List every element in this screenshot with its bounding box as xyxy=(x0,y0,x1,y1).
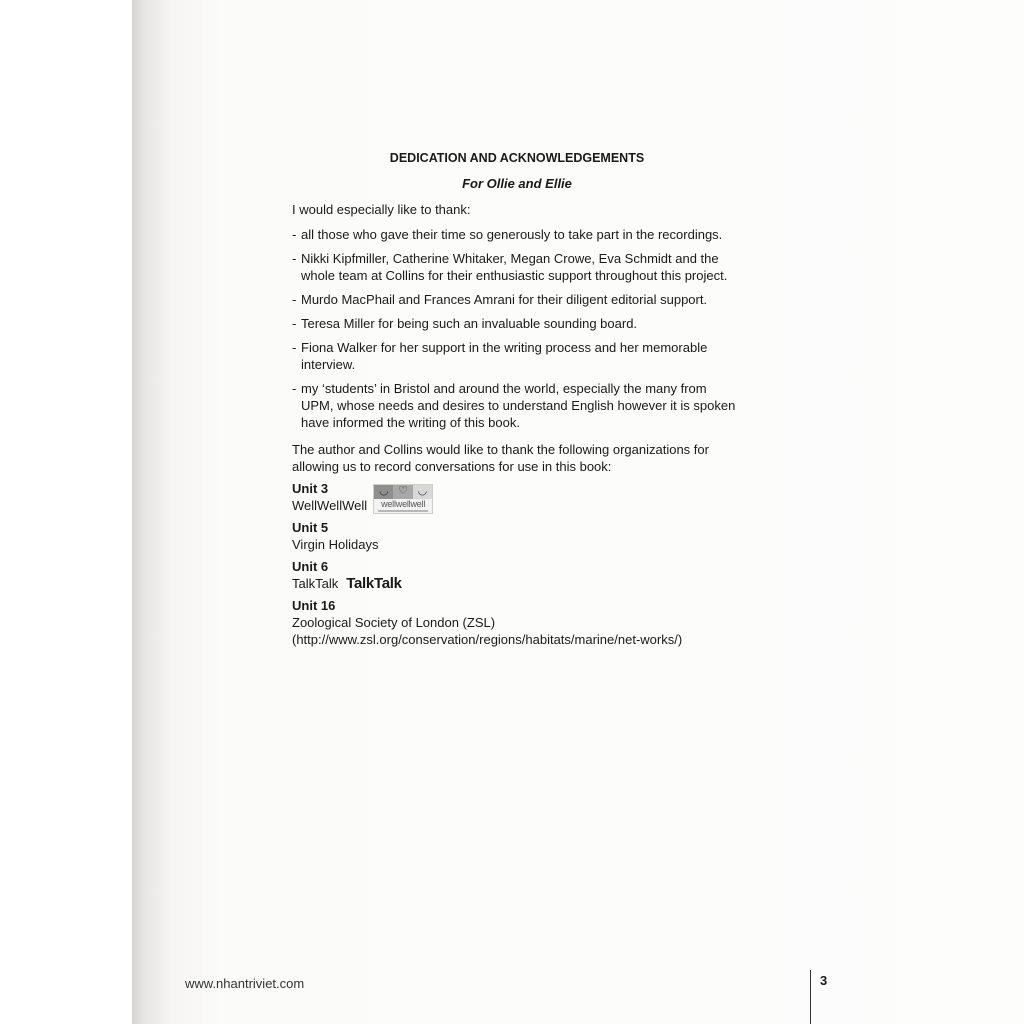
unit-5-entry xyxy=(292,519,742,553)
smile-icon: ◡ xyxy=(374,485,393,499)
logo-tagline xyxy=(378,510,428,512)
unit-6-entry xyxy=(292,558,742,592)
organization-url: (http://www.zsl.org/conservation/regions/habitats/marine/net-works/) xyxy=(292,632,683,647)
organization-name: Virgin Holidays xyxy=(292,537,379,552)
thanks-intro: I would especially like to thank: xyxy=(292,202,471,217)
page-number-divider xyxy=(810,970,811,1024)
dedication-line: For Ollie and Ellie xyxy=(462,176,572,191)
wellwellwell-logo-text: wellwellwell xyxy=(381,498,426,509)
thanks-list xyxy=(292,226,742,431)
page-heading: DEDICATION AND ACKNOWLEDGEMENTS xyxy=(389,151,645,165)
thanks-item: - all those who gave their time so generously to take part in the recordings. xyxy=(292,226,742,243)
thanks-item: - Teresa Miller for being such an invaluable sounding board. xyxy=(292,315,742,332)
smile-icon: ◡ xyxy=(413,485,432,499)
thanks-item: - Nikki Kipfmiller, Catherine Whitaker, Megan Crowe, Eva Schmidt and the whole team at Collins for their enthusiastic support throughout this project. xyxy=(292,250,742,284)
unit-16-entry xyxy=(292,597,742,648)
thanks-item: - my ‘students’ in Bristol and around the world, especially the many from UPM, whose needs and desires to understand English however it is spoken have informed the writing of this book. xyxy=(292,380,742,431)
unit-title: Unit 3 xyxy=(292,481,329,496)
footer-website: www.nhantriviet.com xyxy=(185,976,305,991)
wellwellwell-logo xyxy=(373,484,433,514)
unit-title: Unit 5 xyxy=(292,520,329,535)
organizations-intro: The author and Collins would like to thank the following organizations for allowing us to record conversations for use in this book: xyxy=(292,442,709,474)
page-number: 3 xyxy=(820,973,828,988)
organization-name: WellWellWell xyxy=(292,498,368,513)
unit-title: Unit 6 xyxy=(292,559,329,574)
unit-title: Unit 16 xyxy=(292,598,336,613)
organization-name: TalkTalk xyxy=(292,576,339,591)
thanks-item: - Fiona Walker for her support in the writing process and her memorable interview. xyxy=(292,339,742,373)
acknowledgements-section xyxy=(292,150,742,653)
organization-name: Zoological Society of London (ZSL) xyxy=(292,615,496,630)
unit-3-entry xyxy=(292,480,742,514)
talktalk-logo: TalkTalk xyxy=(346,575,402,592)
thanks-item: - Murdo MacPhail and Frances Amrani for their diligent editorial support. xyxy=(292,291,742,308)
heart-icon: ♡ xyxy=(393,485,412,499)
